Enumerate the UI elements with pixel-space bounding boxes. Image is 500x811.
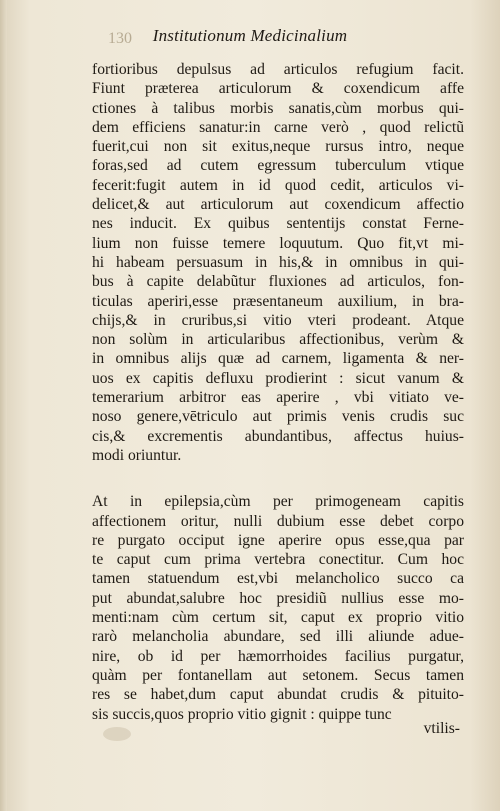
text-line: sis succis,quos proprio vitio gignit : quippe tunc bbox=[92, 705, 392, 723]
text-line: non solùm in articularibus affectionibus, verùm & bbox=[92, 331, 464, 349]
text-line: dem efficiens sanatur:in carne verò , quod relictũ bbox=[92, 118, 464, 136]
text-line: quàm per fontanellam aut setonem. Secus tamen bbox=[92, 666, 464, 684]
paragraph bbox=[92, 492, 464, 724]
paragraph-gap bbox=[92, 465, 464, 492]
text-line: cis,& excrementis abundantibus, affectus huius- bbox=[92, 427, 464, 445]
text-line: foras,sed ad cutem egressum tuberculum vtique bbox=[92, 157, 464, 175]
text-line: re purgato occiput igne aperire opus esse,qua par bbox=[92, 531, 464, 549]
paper-stain bbox=[103, 727, 131, 741]
text-line: affectionem oritur, nulli dubium esse debet corpo bbox=[92, 512, 464, 530]
text-line: ticulas aperiri,esse præsentaneum auxilium, in bra- bbox=[92, 292, 464, 310]
text-line: nire, ob id per hæmorrhoides facilius purgatur, bbox=[92, 647, 464, 665]
text-line: fortioribus depulsus ad articulos refugium facit. bbox=[92, 61, 464, 78]
text-line: put abundat,salubre hoc presidiũ nullius esse mo- bbox=[92, 589, 464, 607]
text-line: lium non fuisse temere loquutum. Quo fit,vt mi- bbox=[92, 234, 464, 252]
text-line: ctiones à talibus morbis sanatis,cùm morbus qui- bbox=[92, 99, 464, 117]
text-line: hi habeam persuasum in his,& in omnibus in qui- bbox=[92, 253, 464, 271]
text-line: noso genere,vētriculo aut primis venis crudis suc bbox=[92, 408, 464, 426]
text-line: nes inducit. Ex quibus sententijs constat Ferne- bbox=[92, 215, 464, 233]
page-number: 130 bbox=[108, 30, 132, 47]
text-line: fecerit:fugit autem in id quod cedit, articulos vi- bbox=[92, 176, 464, 194]
text-line: temerarium arbitror eas aperire , vbi vitiato ve- bbox=[92, 389, 464, 407]
page-gutter bbox=[0, 0, 7, 811]
text-line: menti:nam cùm certum sit, caput ex proprio vitio bbox=[92, 609, 464, 627]
body-text bbox=[92, 60, 464, 724]
text-line: rarò melancholia abundare, sed illi aliunde adue- bbox=[92, 628, 464, 646]
text-line: delicet,& aut articulorum aut coxendicum affectio bbox=[92, 196, 464, 214]
paragraph bbox=[92, 60, 464, 465]
text-line: tamen statuendum est,vbi melancholico succo ca bbox=[92, 570, 464, 588]
catchword: vtilis- bbox=[423, 720, 460, 737]
text-line: chijs,& in cruribus,si vitio vteri prodeant. Atque bbox=[92, 311, 464, 329]
text-line: bus à capite delabũtur fluxiones ad articulos, fon- bbox=[92, 273, 464, 291]
text-line: in omnibus alijs quæ ad carnem, ligamenta & ner- bbox=[92, 350, 464, 368]
text-line: te caput cum prima vertebra conectitur. Cum hoc bbox=[92, 551, 464, 569]
text-line: res se habet,dum caput abundat crudis & pituito- bbox=[92, 686, 464, 704]
text-line: uos ex capitis defluxu prodierint : sicut vanum & bbox=[92, 369, 464, 387]
text-line: fuerit,cui non sit exitus,neque rursus intro, neque bbox=[92, 138, 464, 156]
text-line: At in epilepsia,cùm per primogeneam capitis bbox=[92, 493, 464, 511]
text-line: Fiunt præterea articulorum & coxendicum affe bbox=[92, 80, 464, 98]
running-head: Institutionum Medicinalium bbox=[152, 26, 348, 45]
text-line: modi oriuntur. bbox=[92, 446, 182, 464]
